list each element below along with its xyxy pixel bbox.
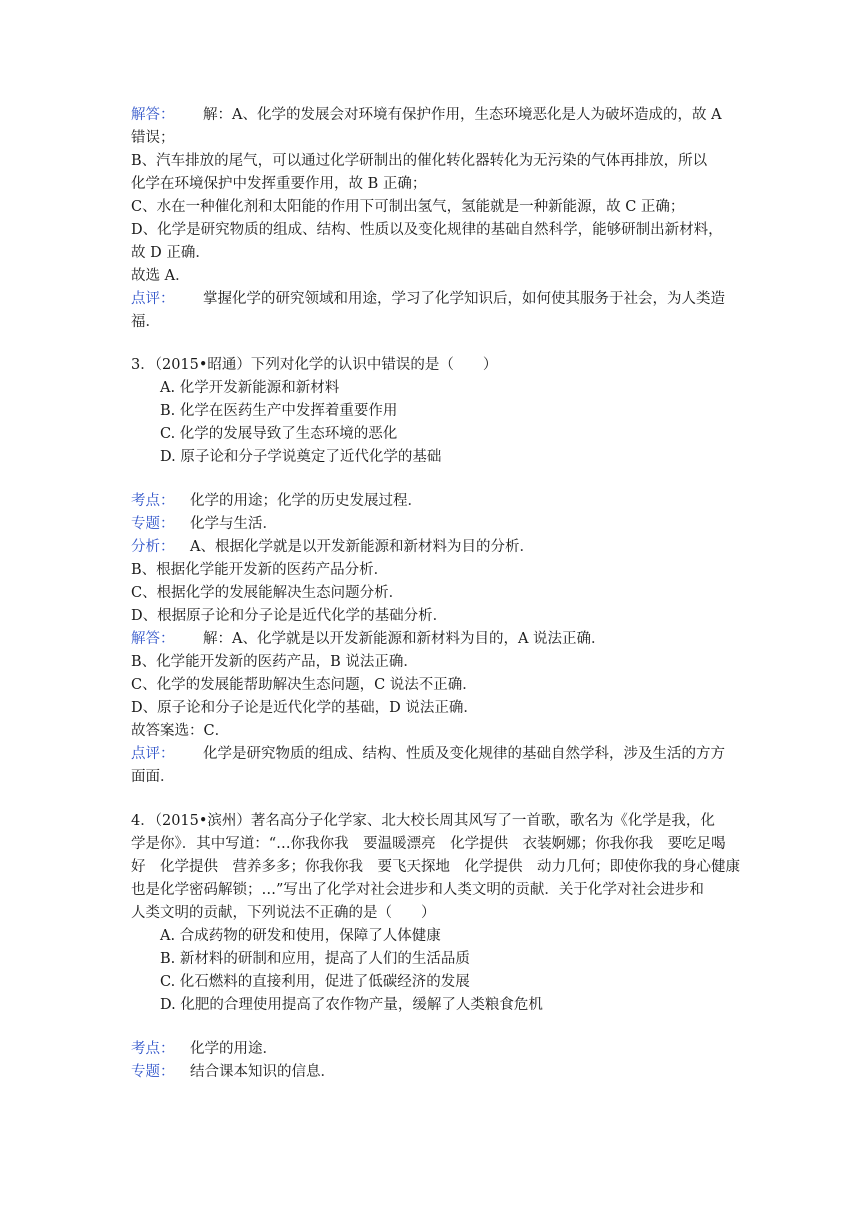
- answer-line: C、化学的发展能帮助解决生态问题，C 说法不正确．: [131, 677, 477, 693]
- question-4-option-b: B. 新材料的研制和应用，提高了人们的生活品质: [160, 951, 470, 967]
- answer-label: 解答：: [131, 107, 175, 123]
- question-4-stem: 学是你》．其中写道：“…你我你我 要温暖漂亮 化学提供 衣装婀娜；你我你我 要吃足喝: [131, 836, 726, 852]
- question-4-stem: 好 化学提供 营养多多；你我你我 要飞天探地 化学提供 动力几何；即使你我的身心健康: [131, 859, 740, 875]
- comment-line: 面面．: [131, 769, 175, 785]
- question-3-option-a: A. 化学开发新能源和新材料: [160, 380, 340, 396]
- zhuanti-label: 专题：: [131, 1064, 175, 1080]
- kaodian-text: 化学的用途．: [190, 1041, 277, 1057]
- comment-label: 点评：: [131, 746, 175, 762]
- question-4-option-c: C. 化石燃料的直接利用，促进了低碳经济的发展: [160, 974, 470, 990]
- answer-line: 解：A、化学的发展会对环境有保护作用，生态环境恶化是人为破坏造成的，故 A: [203, 107, 722, 123]
- zhuanti-text: 化学与生活．: [190, 516, 277, 532]
- question-3-stem: 3．（2015•昭通）下列对化学的认识中错误的是（ ）: [131, 357, 498, 373]
- answer-line: 解：A、化学就是以开发新能源和新材料为目的，A 说法正确．: [203, 631, 606, 647]
- comment-label: 点评：: [131, 291, 175, 307]
- comment-line: 化学是研究物质的组成、结构、性质及变化规律的基础自然学科，涉及生活的方方: [203, 746, 725, 762]
- answer-label: 解答：: [131, 631, 175, 647]
- question-3-option-c: C. 化学的发展导致了生态环境的恶化: [160, 426, 398, 442]
- answer-line: D、化学是研究物质的组成、结构、性质以及变化规律的基础自然科学，能够研制出新材料，: [131, 222, 723, 238]
- comment-line: 福．: [131, 314, 160, 330]
- answer-line: C、水在一种催化剂和太阳能的作用下可制出氢气，氢能就是一种新能源，故 C 正确；: [131, 199, 685, 215]
- answer-line: 故 D 正确．: [131, 245, 210, 261]
- kaodian-label: 考点：: [131, 493, 175, 509]
- answer-line: B、汽车排放的尾气，可以通过化学研制出的催化转化器转化为无污染的气体再排放，所以: [131, 153, 708, 169]
- answer-line: 故答案选：C．: [131, 723, 230, 739]
- kaodian-text: 化学的用途；化学的历史发展过程．: [190, 493, 422, 509]
- question-4-stem: 4．（2015•滨州）著名高分子化学家、北大校长周其风写了一首歌，歌名为《化学是我，化: [131, 813, 715, 829]
- answer-line: D、原子论和分子论是近代化学的基础，D 说法正确．: [131, 700, 478, 716]
- fenxi-line: A、根据化学就是以开发新能源和新材料为目的分析．: [190, 539, 534, 555]
- comment-line: 掌握化学的研究领域和用途，学习了化学知识后，如何使其服务于社会，为人类造: [203, 291, 725, 307]
- zhuanti-text: 结合课本知识的信息．: [190, 1064, 335, 1080]
- answer-line: 错误；: [131, 130, 175, 146]
- question-3-option-b: B. 化学在医药生产中发挥着重要作用: [160, 403, 398, 419]
- question-4-option-a: A. 合成药物的研发和使用，保障了人体健康: [160, 928, 441, 944]
- question-4-stem: 也是化学密码解锁；…”写出了化学对社会进步和人类文明的贡献．关于化学对社会进步和: [131, 882, 704, 898]
- answer-line: 故选 A．: [131, 268, 190, 284]
- fenxi-line: C、根据化学的发展能解决生态问题分析．: [131, 585, 404, 601]
- fenxi-line: D、根据原子论和分子论是近代化学的基础分析．: [131, 608, 448, 624]
- kaodian-label: 考点：: [131, 1041, 175, 1057]
- fenxi-line: B、根据化学能开发新的医药产品分析．: [131, 562, 389, 578]
- zhuanti-label: 专题：: [131, 516, 175, 532]
- question-4-option-d: D. 化肥的合理使用提高了农作物产量，缓解了人类粮食危机: [160, 997, 543, 1013]
- fenxi-label: 分析：: [131, 539, 175, 555]
- question-4-stem: 人类文明的贡献，下列说法不正确的是（ ）: [131, 905, 436, 921]
- answer-line: 化学在环境保护中发挥重要作用，故 B 正确；: [131, 176, 427, 192]
- question-3-option-d: D. 原子论和分子学说奠定了近代化学的基础: [160, 449, 442, 465]
- answer-line: B、化学能开发新的医药产品，B 说法正确．: [131, 654, 418, 670]
